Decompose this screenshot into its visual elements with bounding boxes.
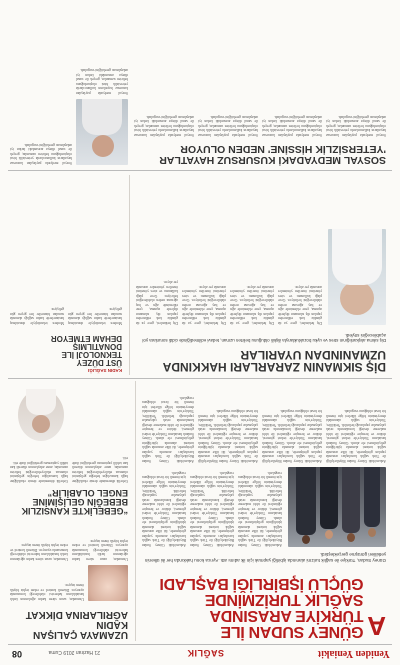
center-body-col-3: Diş hekimleri, gece ya da gündüz fark edilmeden yapılan diş sıkmanın dişlerde aşınma, çene ekleminde ağrı ve baş ağrısına neden olabileceğini belirtiyor. Gece plağı kullanımı ve stres yönetimi önerilen yöntemler arasında yer alıyor.	[182, 285, 226, 325]
top-right-body-1: Uzmanlar, uzun süren kadın ağrılarının farklı hastalıkların habercisi olabileceği konusunda uyarıyor. Düzenli kontrol ve erken teşhis büyük önem taşıyor.	[10, 583, 84, 601]
tech-article	[10, 333, 122, 373]
center-body-col-2: Diş hekimleri, gece ya da gündüz fark edilmeden yapılan diş sıkmanın dişlerde aşınma, çene ekleminde ağrı ve baş ağrısına neden olabileceğini belirtiyor. Gece plağı kullanımı ve stres yönetimi önerilen yöntemler arasında yer alıyor.	[230, 285, 274, 325]
main-body-col-4: Ankara'daki Güney Sudan Büyükelçiliği ile Türk sağlık kuruluşları arasında yapılan görüşmede, iki ülke arasında sağlık turizmi alanında işbirliğinin geliştirilmesi ele alındı. Güney Sudanlı hastaların Türkiye'de tedavi görmesi, doktor ve hemşire eğitimleri ile tıbbi malzeme desteği konularında ortak çalışmalar yapılacağı belirtildi. Yetkililer, Türkiye'nin sağlık alanındaki deneyiminin bölge ülkeleri için önemli bir fırsat olduğunu vurguladı.	[326, 409, 386, 463]
bottom-headline	[106, 144, 386, 165]
center-body-col-4: Diş hekimleri, gece ya da gündüz fark edilmeden yapılan diş sıkmanın dişlerde aşınma, çene ekleminde ağrı ve baş ağrısına neden olabileceğini belirtiyor. Gece plağı kullanımı ve stres yönetimi önerilen yöntemler arasında yer alıyor.	[136, 280, 178, 325]
main-spot: Güney Sudan, Türkiye ile sağlık turizmi alanında işbirliği yapmak için ilk adımı attı. Ayrıca konu hakkında her iki ülkenin yetkilileri görüşme gerçekleştirdi.	[144, 552, 386, 563]
section-title: SAĞLIK	[186, 648, 224, 658]
tech-body-col-2: Modern teknolojiyle donatılmış hastanelerde kadın sağlığı alanında sunulan hizmetler her geçen gün gelişiyor.	[10, 307, 64, 325]
main-body-col-3: Ankara'daki Güney Sudan Büyükelçiliği ile Türk sağlık kuruluşları arasında yapılan görüşmede, iki ülke arasında sağlık turizmi alanında işbirliğinin geliştirilmesi ele alındı. Güney Sudanlı hastaların Türkiye'de tedavi görmesi, doktor ve hemşire eğitimleri ile tıbbi malzeme desteği konularında ortak çalışmalar yapılacağı belirtildi. Yetkililer, Türkiye'nin sağlık alanındaki deneyiminin bölge ülkeleri için önemli bir fırsat olduğunu vurguladı.	[142, 471, 186, 547]
tech-headline-line-1: ÜST DÜZEY	[76, 358, 122, 367]
main-photo	[288, 467, 386, 547]
bottom-headline-line-1: SOSYAL MEDYADAKİ KUSURSUZ HAYATLAR	[159, 154, 386, 166]
main-headline-line-4: GÜÇLÜ İŞBİRLİĞİ BAŞLADI	[159, 575, 364, 592]
bottom-body-col-3: Sosyal medyada paylaşılan kusursuz hayatların kullanıcılarda yetersizlik hissi oluşturduğunu belirten uzmanlar, gerçek ile sanal dünya arasındaki farkın iyi anlaşılması gerektiğini vurguladı.	[198, 115, 258, 137]
right-photo	[18, 389, 64, 441]
top-right-headline-line-1: UZAMAYA ÇALIŞAN	[32, 629, 128, 640]
center-headline-line-1: DİŞ SIKMANIN ZARARLARI HAKKINDA	[162, 360, 386, 374]
tech-headline	[10, 333, 122, 366]
tech-body-col-1: Modern teknolojiyle donatılmış hastanelerde kadın sağlığı alanında sunulan hizmetler her geçen gün gelişiyor.	[68, 307, 122, 325]
main-body-col-2: Ankara'daki Güney Sudan Büyükelçiliği ile Türk sağlık kuruluşları arasında yapılan görüşmede, iki ülke arasında sağlık turizmi alanında işbirliğinin geliştirilmesi ele alındı. Güney Sudanlı hastaların Türkiye'de tedavi görmesi, doktor ve hemşire eğitimleri ile tıbbi malzeme desteği konularında ortak çalışmalar yapılacağı belirtildi. Yetkililer, Türkiye'nin sağlık alanındaki deneyiminin bölge ülkeleri için önemli bir fırsat olduğunu vurguladı.	[190, 471, 234, 547]
header-rule	[8, 644, 392, 645]
issue-date: 21 Haziran 2019 Cuma	[48, 649, 100, 655]
main-body-col-6: Ankara'daki Güney Sudan Büyükelçiliği ile Türk sağlık kuruluşları arasında yapılan görüşmede, iki ülke arasında sağlık turizmi alanında işbirliğinin geliştirilmesi ele alındı. Güney Sudanlı hastaların Türkiye'de tedavi görmesi, doktor ve hemşire eğitimleri ile tıbbi malzeme desteği konularında ortak çalışmalar yapılacağı belirtildi. Yetkililer, Türkiye'nin sağlık alanındaki deneyiminin bölge ülkeleri için önemli bir fırsat olduğunu vurguladı.	[198, 409, 258, 463]
tech-headline-line-4: DEHAM ETMEYOR	[50, 333, 122, 343]
bottom-photo	[76, 99, 128, 165]
bottom-top-rule	[8, 170, 392, 171]
right-headline-line-1: “GEBELİKTE KANSIZLIK	[21, 506, 128, 516]
right-headline	[10, 487, 128, 515]
bottom-body-col-2: Sosyal medyada paylaşılan kusursuz hayatların kullanıcılarda yetersizlik hissi oluşturduğunu belirten uzmanlar, gerçek ile sanal dünya arasındaki farkın iyi anlaşılması gerektiğini vurguladı.	[262, 115, 322, 137]
center-photo	[328, 229, 386, 325]
main-headline	[146, 575, 386, 639]
main-body-col-1: Ankara'daki Güney Sudan Büyükelçiliği ile Türk sağlık kuruluşları arasında yapılan görüşmede, iki ülke arasında sağlık turizmi alanında işbirliğinin geliştirilmesi ele alındı. Güney Sudanlı hastaların Türkiye'de tedavi görmesi, doktor ve hemşire eğitimleri ile tıbbi malzeme desteği konularında ortak çalışmalar yapılacağı belirtildi. Yetkililer, Türkiye'nin sağlık alanındaki deneyiminin bölge ülkeleri için önemli bir fırsat olduğunu vurguladı.	[238, 471, 282, 547]
column-divider	[135, 381, 136, 641]
bottom-headline-line-2: 'YETERSİZLİK HİSSİNE' NEDEN OLUYOR	[180, 143, 386, 156]
tech-headline-line-2: TEKNOLOJİ İLE	[61, 349, 122, 359]
center-body-col-1: Diş hekimleri, gece ya da gündüz fark edilmeden yapılan diş sıkmanın dişlerde aşınma, çene ekleminde ağrı ve baş ağrısına neden olabileceğini belirtiyor. Gece plağı kullanımı ve stres yönetimi önerilen yöntemler arasında yer alıyor.	[278, 285, 322, 325]
main-headline-line-2: TÜRKİYE ARASINDA	[209, 607, 364, 624]
main-headline-line-1: GÜNEY SUDAN İLE	[220, 623, 364, 640]
tech-headline-line-3: DONATILMIŞ	[72, 341, 122, 351]
right-headline-line-3: ENGEL OLABİLİR”	[47, 487, 128, 498]
center-headline-line-2: UZMANINDAN UYARILAR	[240, 347, 386, 362]
bottom-body-col-5: Sosyal medyada paylaşılan kusursuz hayatların kullanıcılarda yetersizlik hissi oluşturduğunu belirten uzmanlar, gerçek ile sanal dünya arasındaki farkın iyi anlaşılması gerektiğini vurguladı.	[10, 143, 72, 165]
top-right-headline-line-3: AĞRILARINA DİKKAT	[25, 608, 128, 620]
center-spot: Diş sıkma alışkanlığının stres ve uyku bozukluklarıyla ilişkili olduğunu belirten uzman, tedavi edilmediğinde ciddi sorunlara yol açabileceğini söyledi.	[142, 332, 386, 343]
right-headline-line-2: BEBEĞİN GELİŞİMİNE	[32, 496, 128, 507]
top-right-headline-line-2: KADIN	[96, 618, 128, 630]
top-right-body-3: Uzmanlar, uzun süren kadın ağrılarının farklı hastalıkların habercisi olabileceği konusunda uyarıyor. Düzenli kontrol ve erken teşhis büyük önem taşıyor.	[10, 543, 68, 561]
column-divider-2	[129, 175, 130, 375]
page-number: 08	[11, 649, 22, 659]
center-headline	[136, 349, 386, 373]
bottom-body-col-1: Sosyal medyada paylaşılan kusursuz hayatların kullanıcılarda yetersizlik hissi oluşturduğunu belirten uzmanlar, gerçek ile sanal dünya arasındaki farkın iyi anlaşılması gerektiğini vurguladı.	[326, 115, 386, 137]
main-body-col-7: Ankara'daki Güney Sudan Büyükelçiliği ile Türk sağlık kuruluşları arasında yapılan görüşmede, iki ülke arasında sağlık turizmi alanında işbirliğinin geliştirilmesi ele alındı. Güney Sudanlı hastaların Türkiye'de tedavi görmesi, doktor ve hemşire eğitimleri ile tıbbi malzeme desteği konularında ortak çalışmalar yapılacağı belirtildi. Yetkililer, Türkiye'nin sağlık alanındaki deneyiminin bölge ülkeleri için önemli bir fırsat olduğunu vurguladı.	[142, 396, 194, 463]
bottom-body-col-4: Sosyal medyada paylaşılan kusursuz hayatların kullanıcılarda yetersizlik hissi oluşturduğunu belirten uzmanlar, gerçek ile sanal dünya arasındaki farkın iyi anlaşılması gerektiğini vurguladı.	[134, 115, 194, 137]
main-headline-line-3: SAĞLIK TURİZMİNDE	[205, 591, 364, 608]
top-right-headline	[10, 608, 128, 639]
masthead: Yeniden Yeniakit	[317, 648, 390, 659]
tech-article-tag: KADIN SAĞLIĞI	[87, 368, 122, 373]
top-right-body-2: Uzmanlar, uzun süren kadın ağrılarının farklı hastalıkların habercisi olabileceği konusunda uyarıyor. Düzenli kontrol ve erken teşhis büyük önem taşıyor.	[72, 539, 128, 561]
center-top-rule	[8, 378, 392, 379]
bottom-body-col-6: Sosyal medyada paylaşılan kusursuz hayatların kullanıcılarda yetersizlik hissi oluşturduğunu belirten uzmanlar, gerçek ile sanal dünya arasındaki farkın iyi anlaşılması gerektiğini vurguladı.	[76, 68, 128, 95]
article-tag: A	[367, 611, 386, 641]
main-body-col-5: Ankara'daki Güney Sudan Büyükelçiliği ile Türk sağlık kuruluşları arasında yapılan görüşmede, iki ülke arasında sağlık turizmi alanında işbirliğinin geliştirilmesi ele alındı. Güney Sudanlı hastaların Türkiye'de tedavi görmesi, doktor ve hemşire eğitimleri ile tıbbi malzeme desteği konularında ortak çalışmalar yapılacağı belirtildi. Yetkililer, Türkiye'nin sağlık alanındaki deneyiminin bölge ülkeleri için önemli bir fırsat olduğunu vurguladı.	[262, 409, 322, 463]
right-body-2: Gebelik döneminde demir eksikliğine bağlı kansızlığın bebeğin gelişimini olumsuz etkileyebileceğini belirten uzmanlar, anne adaylarının düzenli kan tahlili yaptırması gerektiğini ifade etti.	[10, 461, 68, 483]
right-body-1: Gebelik döneminde demir eksikliğine bağlı kansızlığın bebeğin gelişimini olumsuz etkileyebileceğini belirten uzmanlar, anne adaylarının düzenli kan tahlili yaptırması gerektiğini ifade etti.	[72, 456, 128, 483]
top-right-photo	[88, 565, 128, 601]
